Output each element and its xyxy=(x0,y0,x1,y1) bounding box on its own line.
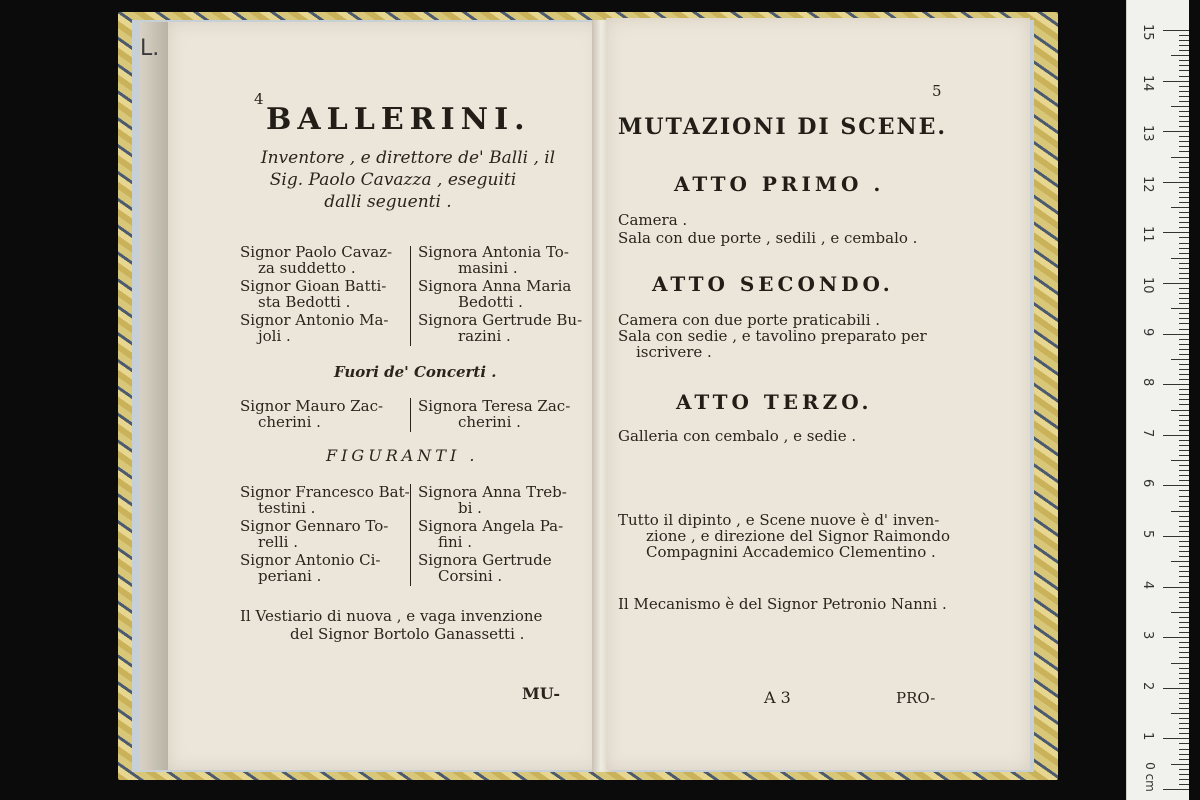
ruler-tick xyxy=(1179,278,1189,279)
ruler-tick xyxy=(1179,344,1189,345)
ruler-tick xyxy=(1179,546,1189,547)
intro-line-3: dalli seguenti . xyxy=(324,192,452,212)
ruler-tick xyxy=(1179,318,1189,319)
ruler-tick xyxy=(1179,759,1189,760)
ruler-tick xyxy=(1179,784,1189,785)
ruler-tick xyxy=(1163,789,1189,790)
page-number-right: 5 xyxy=(932,82,942,100)
intro-line-2: Sig. Paolo Cavazza , eseguiti xyxy=(269,170,517,190)
ruler-tick xyxy=(1179,394,1189,395)
ruler-tick xyxy=(1179,222,1189,223)
ruler-tick xyxy=(1179,323,1189,324)
ruler-tick xyxy=(1179,389,1189,390)
ruler-tick xyxy=(1179,217,1189,218)
ruler-tick xyxy=(1163,384,1189,385)
ruler-number: 2 xyxy=(1140,681,1155,691)
dancer-left-2: za suddetto . xyxy=(258,259,356,277)
dipinto-line-2: zione , e direzione del Signor Raimondo xyxy=(646,527,950,545)
ruler-tick xyxy=(1171,460,1189,461)
ruler-tick xyxy=(1171,561,1189,562)
ruler-tick xyxy=(1179,298,1189,299)
ruler-tick xyxy=(1179,45,1189,46)
ruler-tick xyxy=(1179,126,1189,127)
dancer-right-4: Bedotti . xyxy=(458,293,523,311)
ruler-tick xyxy=(1179,136,1189,137)
ruler-tick xyxy=(1179,749,1189,750)
fuori-left-1: Signor Mauro Zac- xyxy=(240,397,384,415)
ruler-tick xyxy=(1179,76,1189,77)
left-page xyxy=(168,22,600,770)
ruler-tick xyxy=(1163,536,1189,537)
fuori-right-2: cherini . xyxy=(458,413,521,431)
page-title-ballerini: BALLERINI. xyxy=(266,102,531,137)
ruler-tick xyxy=(1179,379,1189,380)
ruler-tick xyxy=(1163,131,1189,132)
scale-ruler xyxy=(1126,0,1189,800)
ruler-tick xyxy=(1179,167,1189,168)
fig-left-3: Signor Gennaro To- xyxy=(240,517,389,535)
ruler-tick xyxy=(1179,101,1189,102)
ruler-tick xyxy=(1179,146,1189,147)
ruler-number: 7 xyxy=(1140,428,1155,438)
dancer-right-6: razini . xyxy=(458,327,511,345)
fuori-left-2: cherini . xyxy=(258,413,321,431)
ruler-tick xyxy=(1163,587,1189,588)
fig-left-6: periani . xyxy=(258,567,322,585)
ruler-tick xyxy=(1179,65,1189,66)
ruler-tick xyxy=(1179,683,1189,684)
ruler-tick xyxy=(1179,652,1189,653)
margin-mark: L. xyxy=(140,36,160,61)
ruler-tick xyxy=(1179,237,1189,238)
ruler-tick xyxy=(1179,248,1189,249)
ruler-tick xyxy=(1171,764,1189,765)
catchword-left: MU- xyxy=(522,684,561,703)
vestiario-line-1: Il Vestiario di nuova , e vaga invenzione xyxy=(240,607,543,625)
page-number-left: 4 xyxy=(254,90,264,108)
ruler-tick xyxy=(1179,617,1189,618)
ruler-tick xyxy=(1179,779,1189,780)
ruler-tick xyxy=(1179,743,1189,744)
ruler-tick xyxy=(1179,253,1189,254)
secondo-line-3: iscrivere . xyxy=(636,343,712,361)
fuori-heading: Fuori de' Concerti . xyxy=(334,363,497,381)
dancer-left-6: joli . xyxy=(258,327,291,345)
ruler-tick xyxy=(1163,637,1189,638)
ruler-tick xyxy=(1179,698,1189,699)
dipinto-line-3: Compagnini Accademico Clementino . xyxy=(646,543,936,561)
ruler-number: 14 xyxy=(1140,74,1155,92)
ruler-tick xyxy=(1179,723,1189,724)
ruler-tick xyxy=(1171,663,1189,664)
ruler-tick xyxy=(1171,258,1189,259)
ruler-number: 8 xyxy=(1140,378,1155,387)
ruler-tick xyxy=(1179,273,1189,274)
ruler-number: 9 xyxy=(1140,327,1155,336)
ruler-tick xyxy=(1179,374,1189,375)
ruler-tick xyxy=(1179,541,1189,542)
ruler-tick xyxy=(1171,359,1189,360)
ruler-tick xyxy=(1179,293,1189,294)
catchword-right: PRO- xyxy=(896,689,936,707)
ruler-tick xyxy=(1179,627,1189,628)
ruler-tick xyxy=(1179,354,1189,355)
ruler-tick xyxy=(1179,551,1189,552)
ruler-tick xyxy=(1163,81,1189,82)
fig-left-4: relli . xyxy=(258,533,298,551)
ruler-number: 1 xyxy=(1140,732,1155,741)
ruler-tick xyxy=(1163,688,1189,689)
ruler-tick xyxy=(1179,450,1189,451)
fig-left-1: Signor Francesco Bat- xyxy=(240,483,410,501)
ruler-tick xyxy=(1179,693,1189,694)
ruler-tick xyxy=(1179,162,1189,163)
ruler-tick xyxy=(1179,227,1189,228)
ruler-tick xyxy=(1163,435,1189,436)
dancer-right-1: Signora Antonia To- xyxy=(418,243,569,261)
ruler-tick xyxy=(1171,511,1189,512)
ruler-tick xyxy=(1179,192,1189,193)
secondo-line-1: Camera con due porte praticabili . xyxy=(618,311,881,329)
ruler-tick xyxy=(1179,521,1189,522)
ruler-tick xyxy=(1179,430,1189,431)
ruler-tick xyxy=(1179,769,1189,770)
ruler-tick xyxy=(1163,485,1189,486)
dipinto-line-1: Tutto il dipinto , e Scene nuove è d' inven- xyxy=(618,511,940,529)
ruler-tick xyxy=(1171,55,1189,56)
ruler-tick xyxy=(1179,733,1189,734)
ruler-number: 5 xyxy=(1140,530,1155,539)
ruler-tick xyxy=(1171,308,1189,309)
ruler-tick xyxy=(1179,60,1189,61)
ruler-tick xyxy=(1179,526,1189,527)
figuranti-heading: FIGURANTI . xyxy=(326,446,479,465)
ruler-tick xyxy=(1163,182,1189,183)
ruler-tick xyxy=(1179,404,1189,405)
signature-mark: A 3 xyxy=(764,688,791,707)
ruler-tick xyxy=(1179,566,1189,567)
dancer-left-5: Signor Antonio Ma- xyxy=(240,311,389,329)
ruler-tick xyxy=(1179,364,1189,365)
ruler-tick xyxy=(1179,172,1189,173)
ruler-tick xyxy=(1179,728,1189,729)
ruler-number: 6 xyxy=(1140,479,1155,488)
ruler-tick xyxy=(1163,738,1189,739)
ruler-number: 4 xyxy=(1140,580,1155,589)
ruler-tick xyxy=(1179,501,1189,502)
dancer-left-4: sta Bedotti . xyxy=(258,293,351,311)
ruler-tick xyxy=(1179,96,1189,97)
secondo-line-2: Sala con sedie , e tavolino preparato per xyxy=(618,327,927,345)
ruler-tick xyxy=(1179,313,1189,314)
fig-right-6: Corsini . xyxy=(438,567,503,585)
ruler-tick xyxy=(1163,232,1189,233)
ruler-tick xyxy=(1179,703,1189,704)
ruler-tick xyxy=(1179,116,1189,117)
ruler-tick xyxy=(1179,202,1189,203)
atto-primo-heading: ATTO PRIMO . xyxy=(674,172,885,196)
ruler-tick xyxy=(1163,283,1189,284)
ruler-tick xyxy=(1171,410,1189,411)
ruler-tick xyxy=(1179,70,1189,71)
ruler-tick xyxy=(1171,612,1189,613)
ruler-tick xyxy=(1179,141,1189,142)
ruler-tick xyxy=(1179,490,1189,491)
ruler-tick xyxy=(1179,91,1189,92)
ruler-tick xyxy=(1179,475,1189,476)
ruler-tick xyxy=(1179,592,1189,593)
page-edge xyxy=(140,22,168,770)
ruler-tick xyxy=(1179,571,1189,572)
ruler-tick xyxy=(1179,50,1189,51)
ruler-tick xyxy=(1179,268,1189,269)
page-title-mutazioni: MUTAZIONI DI SCENE. xyxy=(618,114,948,140)
ruler-tick xyxy=(1179,678,1189,679)
ruler-tick xyxy=(1179,212,1189,213)
column-divider xyxy=(410,398,411,432)
dancer-left-1: Signor Paolo Cavaz- xyxy=(240,243,393,261)
ruler-tick xyxy=(1179,576,1189,577)
dancer-right-3: Signora Anna Maria xyxy=(418,277,572,295)
ruler-tick xyxy=(1179,339,1189,340)
intro-line-1: Inventore , e direttore de' Balli , il xyxy=(260,148,556,168)
primo-line-1: Camera . xyxy=(618,211,688,229)
dancer-right-5: Signora Gertrude Bu- xyxy=(418,311,583,329)
ruler-tick xyxy=(1179,622,1189,623)
ruler-tick xyxy=(1179,470,1189,471)
ruler-tick xyxy=(1179,516,1189,517)
right-page xyxy=(606,18,1030,770)
ruler-tick xyxy=(1179,243,1189,244)
ruler-tick xyxy=(1179,111,1189,112)
ruler-tick xyxy=(1179,349,1189,350)
column-divider xyxy=(410,246,411,346)
atto-terzo-heading: ATTO TERZO. xyxy=(676,390,873,414)
ruler-tick xyxy=(1179,718,1189,719)
ruler-tick xyxy=(1179,197,1189,198)
ruler-tick xyxy=(1171,713,1189,714)
fig-right-1: Signora Anna Treb- xyxy=(418,483,567,501)
ruler-tick xyxy=(1171,157,1189,158)
ruler-tick xyxy=(1171,207,1189,208)
ruler-tick xyxy=(1179,647,1189,648)
ruler-tick xyxy=(1179,288,1189,289)
ruler-tick xyxy=(1179,602,1189,603)
ruler-tick xyxy=(1179,556,1189,557)
atto-secondo-heading: ATTO SECONDO. xyxy=(652,272,894,296)
ruler-tick xyxy=(1179,40,1189,41)
ruler-tick xyxy=(1179,657,1189,658)
fig-left-2: testini . xyxy=(258,499,316,517)
ruler-tick xyxy=(1179,597,1189,598)
column-divider xyxy=(410,484,411,586)
fig-right-2: bi . xyxy=(458,499,482,517)
dancer-left-3: Signor Gioan Batti- xyxy=(240,277,387,295)
ruler-tick xyxy=(1179,531,1189,532)
ruler-tick xyxy=(1179,774,1189,775)
ruler-tick xyxy=(1179,607,1189,608)
ruler-tick xyxy=(1179,480,1189,481)
ruler-tick xyxy=(1179,496,1189,497)
ruler-tick xyxy=(1163,334,1189,335)
ruler-tick xyxy=(1179,177,1189,178)
fig-left-5: Signor Antonio Ci- xyxy=(240,551,381,569)
ruler-tick xyxy=(1179,754,1189,755)
ruler-tick xyxy=(1179,399,1189,400)
fig-right-4: fini . xyxy=(438,533,472,551)
ruler-number: 12 xyxy=(1140,175,1155,193)
ruler-tick xyxy=(1179,632,1189,633)
ruler-number: 11 xyxy=(1140,226,1155,243)
ruler-tick xyxy=(1179,415,1189,416)
ruler-tick xyxy=(1179,673,1189,674)
ruler-tick xyxy=(1179,506,1189,507)
mecanismo-line: Il Mecanismo è del Signor Petronio Nanni . xyxy=(618,595,947,613)
ruler-tick xyxy=(1179,642,1189,643)
ruler-tick xyxy=(1179,455,1189,456)
primo-line-2: Sala con due porte , sedili , e cembalo . xyxy=(618,229,918,247)
ruler-tick xyxy=(1179,465,1189,466)
ruler-tick xyxy=(1179,121,1189,122)
ruler-tick xyxy=(1179,151,1189,152)
ruler-number: 10 xyxy=(1140,277,1155,294)
ruler-tick xyxy=(1179,187,1189,188)
ruler-tick xyxy=(1179,35,1189,36)
terzo-line-1: Galleria con cembalo , e sedie . xyxy=(618,427,857,445)
ruler-tick xyxy=(1179,86,1189,87)
ruler-tick xyxy=(1179,369,1189,370)
ruler-tick xyxy=(1179,425,1189,426)
ruler-tick xyxy=(1179,440,1189,441)
ruler-tick xyxy=(1179,263,1189,264)
ruler-tick xyxy=(1179,708,1189,709)
vestiario-line-2: del Signor Bortolo Ganassetti . xyxy=(290,625,525,643)
ruler-number: 3 xyxy=(1140,631,1155,640)
ruler-tick xyxy=(1179,329,1189,330)
dancer-right-2: masini . xyxy=(458,259,518,277)
ruler-tick xyxy=(1179,582,1189,583)
ruler-unit: 0 cm xyxy=(1142,762,1157,792)
ruler-tick xyxy=(1179,420,1189,421)
fig-right-3: Signora Angela Pa- xyxy=(418,517,564,535)
ruler-tick xyxy=(1179,668,1189,669)
fig-right-5: Signora Gertrude xyxy=(418,551,552,569)
fuori-right-1: Signora Teresa Zac- xyxy=(418,397,571,415)
ruler-number: 15 xyxy=(1140,24,1155,41)
ruler-tick xyxy=(1171,106,1189,107)
ruler-number: 13 xyxy=(1140,125,1155,142)
ruler-tick xyxy=(1179,303,1189,304)
ruler-tick xyxy=(1163,30,1189,31)
ruler-tick xyxy=(1179,445,1189,446)
